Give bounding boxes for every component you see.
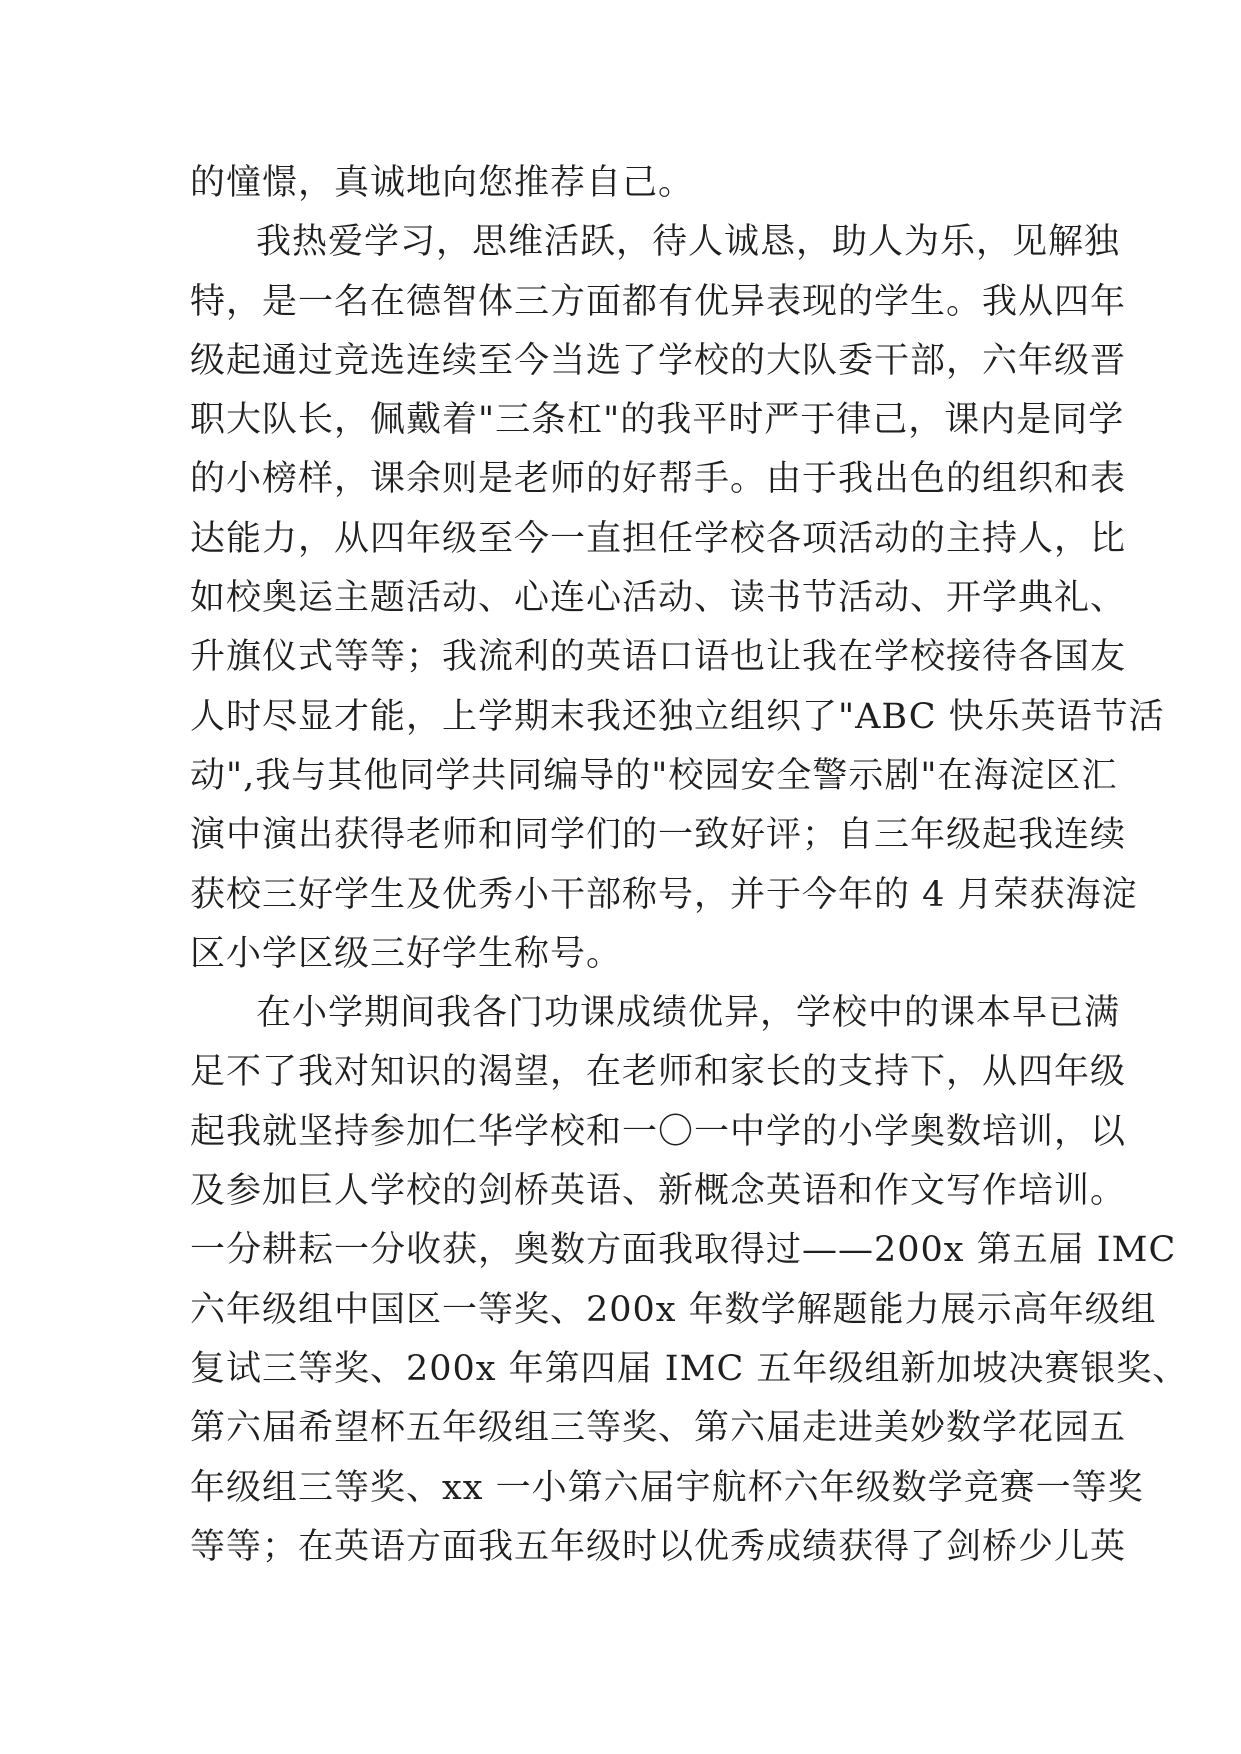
text-line: 升旗仪式等等；我流利的英语口语也让我在学校接待各国友 (190, 637, 1127, 678)
text-line: 年级组三等奖、xx 一小第六届宇航杯六年级数学竞赛一等奖 (190, 1467, 1144, 1508)
text-line: 职大队长，佩戴着"三条杠"的我平时严于律己，课内是同学 (190, 400, 1125, 441)
text-line: 特，是一名在德智体三方面都有优异表现的学生。我从四年 (190, 281, 1127, 322)
text-line: 级起通过竞选连续至今当选了学校的大队委干部，六年级晋 (190, 340, 1127, 381)
text-line: 足不了我对知识的渴望，在老师和家长的支持下，从四年级 (190, 1052, 1127, 1093)
text-line: 人时尽显才能，上学期末我还独立组织了"ABC 快乐英语节活 (190, 696, 1165, 737)
text-line: 第六届希望杯五年级组三等奖、第六届走进美妙数学花园五 (190, 1408, 1127, 1449)
text-line: 一分耕耘一分收获，奥数方面我取得过——200x 第五届 IMC (190, 1230, 1177, 1271)
text-line: 起我就坚持参加仁华学校和一〇一中学的小学奥数培训，以 (190, 1111, 1127, 1152)
text-line: 区小学区级三好学生称号。 (190, 933, 623, 974)
text-line: 的憧憬，真诚地向您推荐自己。 (190, 163, 695, 203)
text-line: 获校三好学生及优秀小干部称号，并于今年的 4 月荣获海淀 (190, 874, 1138, 915)
text-line: 六年级组中国区一等奖、200x 年数学解题能力展示高年级组 (190, 1289, 1157, 1330)
document-body (190, 154, 1189, 1577)
text-line: 我热爱学习，思维活跃，待人诚恳，助人为乐，见解独 (256, 222, 1121, 263)
text-line: 如校奥运主题活动、心连心活动、读书节活动、开学典礼、 (190, 578, 1127, 619)
text-line: 等等；在英语方面我五年级时以优秀成绩获得了剑桥少儿英 (190, 1526, 1127, 1567)
text-line: 达能力，从四年级至今一直担任学校各项活动的主持人，比 (190, 518, 1127, 559)
text-line: 的小榜样，课余则是老师的好帮手。由于我出色的组织和表 (190, 459, 1127, 500)
text-line: 在小学期间我各门功课成绩优异，学校中的课本早已满 (256, 993, 1121, 1034)
text-line: 及参加巨人学校的剑桥英语、新概念英语和作文写作培训。 (190, 1171, 1127, 1212)
text-line: 动",我与其他同学共同编导的"校园安全警示剧"在海淀区汇 (190, 755, 1118, 796)
text-line: 演中演出获得老师和同学们的一致好评；自三年级起我连续 (190, 815, 1127, 856)
text-line: 复试三等奖、200x 年第四届 IMC 五年级组新加坡决赛银奖、 (190, 1348, 1189, 1389)
